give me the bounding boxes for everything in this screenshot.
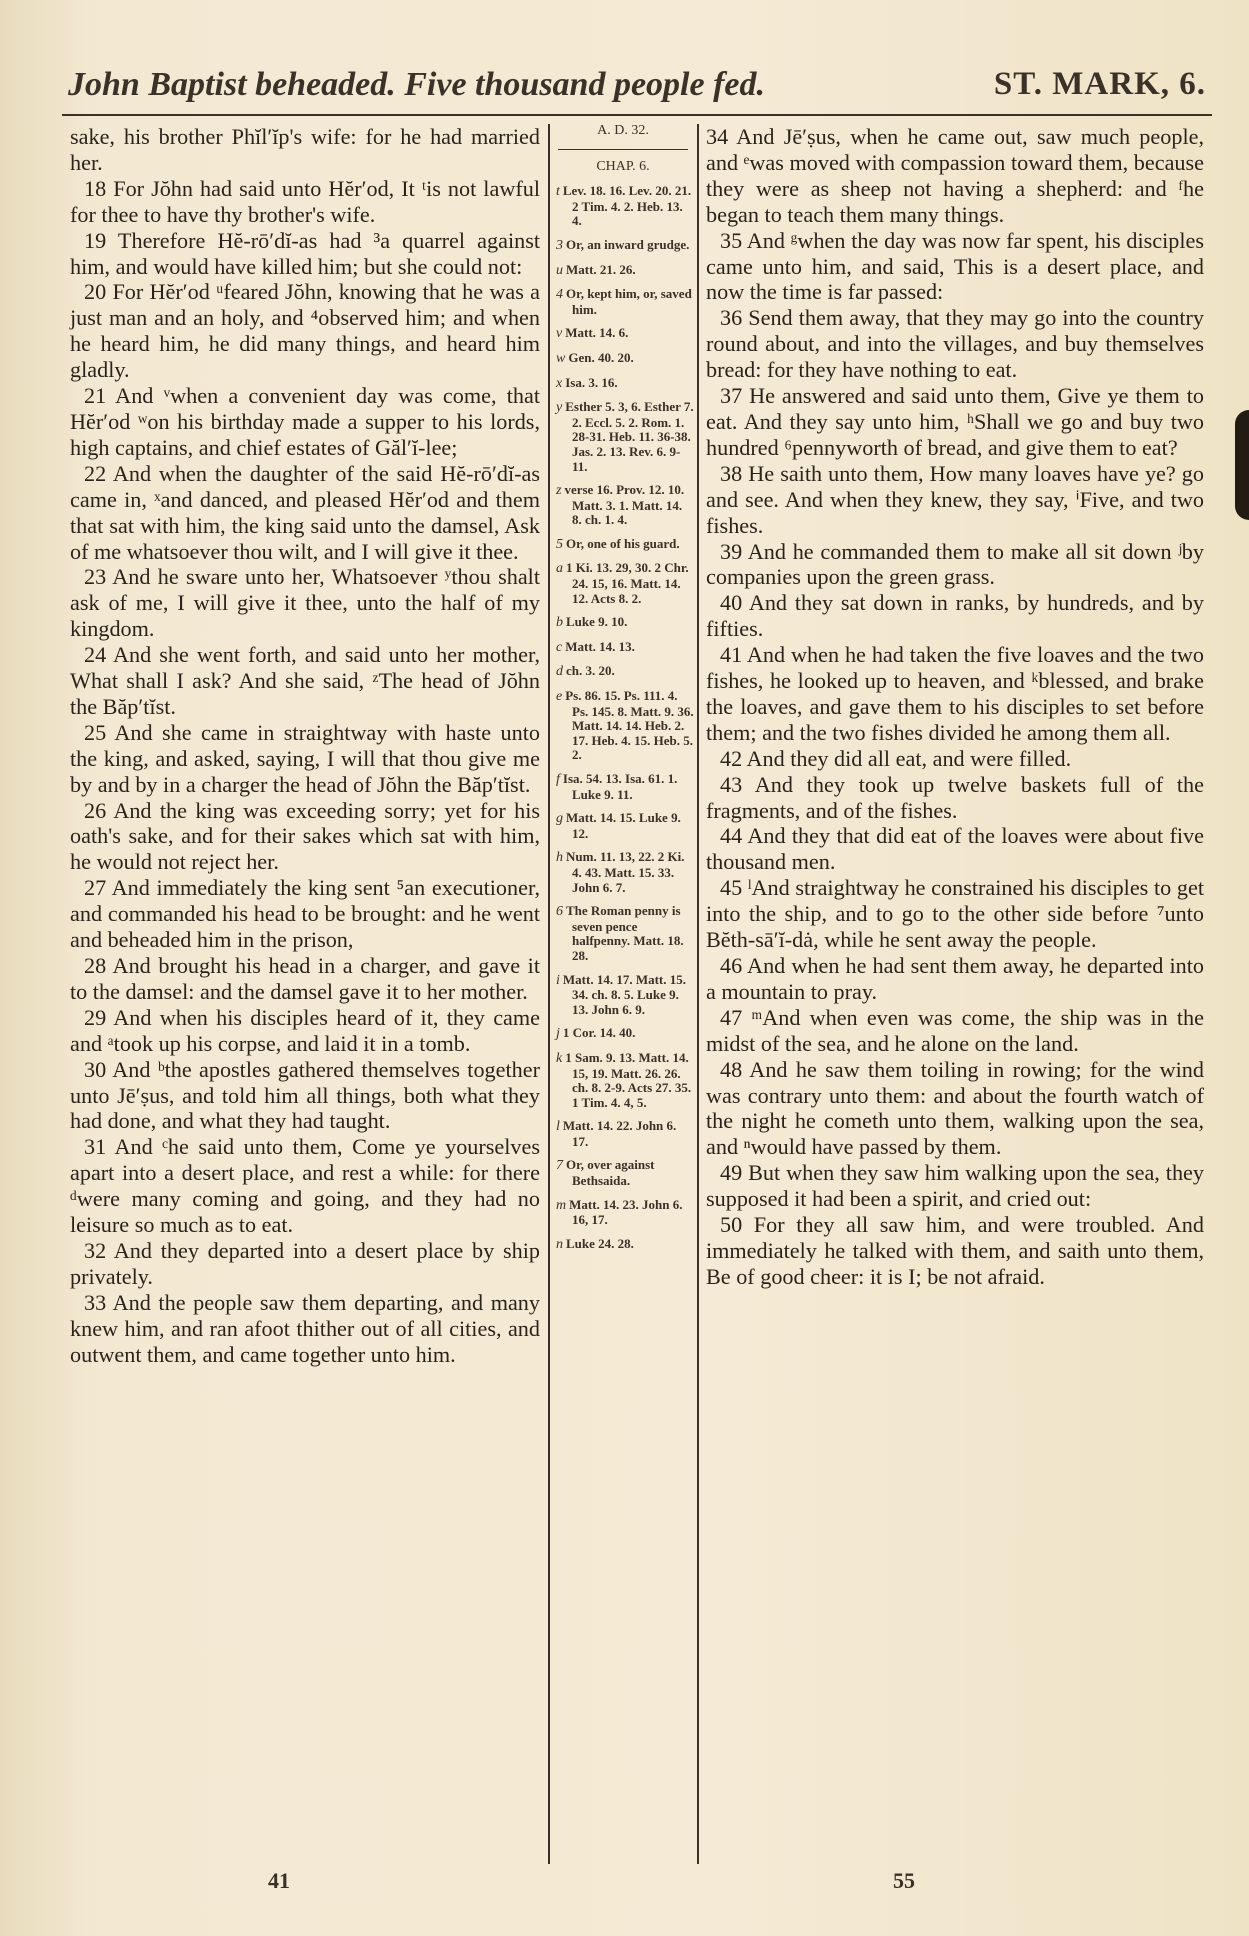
cross-reference (552, 537, 694, 553)
reference-mark: z (556, 483, 562, 499)
reference-text: Matt. 14. 13. (565, 638, 635, 654)
page-number-left: 41 (268, 1868, 290, 1893)
reference-text: Gen. 40. 20. (568, 349, 634, 365)
verse: 31 And ᶜhe said unto them, Come ye yourselves apart into a desert place, and rest a while: for there ᵈwere many coming and going, and they had no leisure so much as to eat. (70, 1134, 540, 1238)
reference-text: Lev. 18. 16. Lev. 20. 21. 2 Tim. 4. 2. Heb. 13. 4. (562, 183, 692, 229)
cross-reference (552, 351, 694, 367)
verse: 37 He answered and said unto them, Give ye them to eat. And they say unto him, ʰShall we go and buy two hundred ⁶pennyworth of bread, and give them to eat? (706, 383, 1204, 460)
verse: 21 And ᵛwhen a convenient day was come, that Hĕr′od ʷon his birthday made a supper to his lords, high captains, and chief estates of Găl′ĭ-lee; (70, 383, 540, 460)
date-label: A. D. 32. (597, 123, 649, 138)
reference-mark: w (556, 350, 566, 366)
reference-text: Matt. 14. 6. (565, 325, 629, 341)
reference-mark: b (556, 615, 563, 631)
verse: 50 For they all saw him, and were troubled. And immediately he talked with them, and saith unto them, Be of good cheer: it is I; be not afraid. (706, 1212, 1204, 1289)
verse: 20 For Hĕr′od ᵘfeared Jŏhn, knowing that he was a just man and an holy, and ⁴observed him; and when he heard him, he did many things, and heard him gladly. (70, 279, 540, 383)
cross-reference (552, 400, 694, 474)
reference-mark: g (556, 811, 563, 827)
reference-mark: n (556, 1236, 563, 1252)
reference-text: Luke 9. 10. (566, 614, 628, 630)
cross-reference (552, 561, 694, 606)
date-rule (558, 149, 688, 150)
cross-reference-column (552, 120, 694, 1261)
verse: 30 And ᵇthe apostles gathered themselves together unto Jē′ṣus, and told him all things, both what they had done, and what they had taught. (70, 1056, 540, 1134)
verse: 35 And ᵍwhen the day was now far spent, his disciples came unto him, and said, This is a desert place, and now the time is far passed: (706, 227, 1204, 305)
reference-text: 1 Ki. 13. 29, 30. 2 Chr. 24. 15, 16. Matt. 14. 12. Acts 8. 2. (566, 560, 689, 606)
reference-mark: 7 (556, 1158, 563, 1174)
reference-mark: a (556, 561, 563, 577)
cross-reference (552, 1158, 694, 1188)
reference-mark: l (556, 1119, 560, 1135)
reference-list (552, 184, 694, 1252)
reference-text: Or, kept him, or, saved him. (566, 286, 692, 317)
verse: 48 And he saw them toiling in rowing; for the wind was contrary unto them: and about the fourth watch of the night he cometh unto them, walking upon the sea, and ⁿwould have passed by them. (706, 1056, 1204, 1160)
cross-reference (552, 1198, 694, 1228)
verse: 22 And when the daughter of the said Hĕ-rō′dĭ-as came in, ˣand danced, and pleased Hĕr′od and them that sat with him, the king said unto the damsel, Ask of me whatsoever thou wilt, and I will give it thee. (70, 460, 540, 564)
cross-reference (552, 1051, 694, 1110)
reference-mark: d (556, 664, 563, 680)
reference-text: Matt. 14. 17. Matt. 15. 34. ch. 8. 5. Luke 9. 13. John 6. 9. (562, 971, 686, 1017)
reference-mark: t (556, 184, 560, 200)
cross-reference (552, 376, 694, 392)
reference-text: Ps. 86. 15. Ps. 111. 4. Ps. 145. 8. Matt. 9. 36. Matt. 14. 14. Heb. 2. 17. Heb. 4. 15. Heb. 5. 2. (565, 688, 694, 763)
verse: 26 And the king was exceeding sorry; yet for his oath's sake, and for their sakes which sat with him, he would not reject her. (70, 797, 540, 875)
verse: 19 Therefore Hĕ-rō′dĭ-as had ³a quarrel against him, and would have killed him; but she could not: (70, 227, 540, 279)
verse: 33 And the people saw them departing, and many knew him, and ran afoot thither out of all cities, and outwent them, and came together unto him. (70, 1289, 540, 1367)
reference-text: Matt. 21. 26. (566, 261, 636, 277)
reference-text: The Roman penny is seven pence halfpenny. Matt. 18. 28. (566, 903, 684, 963)
cross-reference (552, 689, 694, 763)
cross-reference (552, 640, 694, 656)
reference-mark: 6 (556, 904, 563, 920)
reference-mark: k (556, 1050, 563, 1066)
reference-text: Or, an inward grudge. (566, 236, 690, 252)
verse: 46 And when he had sent them away, he departed into a mountain to pray. (706, 953, 1204, 1004)
cross-reference (552, 1119, 694, 1149)
cross-reference (552, 664, 694, 680)
verse: 23 And he sware unto her, Whatsoever ʸthou shalt ask of me, I will give it thee, unto the half of my kingdom. (70, 564, 540, 642)
reference-mark: e (556, 689, 563, 705)
reference-mark: 5 (556, 536, 563, 552)
right-text-column (706, 124, 1204, 1290)
reference-mark: h (556, 850, 563, 866)
verse: 43 And they took up twelve baskets full of the fragments, and of the fishes. (706, 771, 1204, 823)
verse: 34 And Jē′ṣus, when he came out, saw much people, and ᵉwas moved with compassion toward them, because they were as sheep not having a shepherd: and ᶠhe began to teach them many things. (706, 124, 1204, 227)
reference-text: Esther 5. 3, 6. Esther 7. 2. Eccl. 5. 2. Rom. 1. 28-31. Heb. 11. 36-38. Jas. 2. 13. Rev. 6. 9-11. (565, 399, 694, 474)
cross-reference (552, 184, 694, 229)
left-text-column (70, 124, 540, 1368)
reference-mark: v (556, 326, 563, 342)
reference-text: ch. 3. 20. (566, 663, 615, 679)
verse: 39 And he commanded them to make all sit down ʲby companies upon the green grass. (706, 538, 1204, 590)
cross-reference (552, 811, 694, 841)
header-book-chapter: ST. MARK, 6. (993, 66, 1206, 102)
chapter-label: CHAP. 6. (596, 158, 650, 174)
verse: 32 And they departed into a desert place by ship privately. (70, 1237, 540, 1289)
cross-reference (552, 1237, 694, 1253)
verse: 27 And immediately the king sent ⁵an executioner, and commanded his head to be brought: and he went and beheaded him in the prison, (70, 875, 540, 953)
cross-reference (552, 615, 694, 631)
verse: 47 ᵐAnd when even was come, the ship was in the midst of the sea, and he alone on the land. (706, 1004, 1204, 1056)
verse: 42 And they did all eat, and were filled. (720, 745, 1072, 771)
reference-mark: u (556, 262, 563, 278)
verse: 29 And when his disciples heard of it, they came and ᵃtook up his corpse, and laid it in a tomb. (70, 1004, 540, 1056)
cross-reference (552, 326, 694, 342)
reference-mark: x (556, 375, 563, 391)
verse: 38 He saith unto them, How many loaves have ye? go and see. And when they knew, they say, ⁱFive, and two fishes. (706, 460, 1204, 538)
cross-reference (552, 238, 694, 254)
verse: 40 And they sat down in ranks, by hundreds, and by fifties. (706, 590, 1204, 642)
cross-reference (552, 287, 694, 317)
verse: sake, his brother Phĭl′ĭp's wife: for he had married her. (70, 124, 540, 175)
reference-text: Luke 24. 28. (566, 1235, 634, 1251)
running-header (62, 62, 1212, 116)
thumb-index-tab (1235, 410, 1249, 520)
reference-text: Or, over against Bethsaida. (566, 1157, 655, 1189)
cross-reference (552, 1026, 694, 1042)
reference-mark: j (556, 1026, 560, 1042)
cross-reference (552, 263, 694, 279)
page-number-right: 55 (893, 1868, 915, 1893)
reference-text: Matt. 14. 15. Luke 9. 12. (566, 810, 681, 841)
reference-mark: 4 (556, 287, 563, 303)
cross-reference (552, 772, 694, 802)
reference-text: Or, one of his guard. (566, 535, 680, 551)
verse: 44 And they that did eat of the loaves were about five thousand men. (706, 823, 1204, 875)
verse: 41 And when he had taken the five loaves and the two fishes, he looked up to heaven, and ᵏblessed, and brake the loaves, and gave them to his disciples to set before them; and the two fishes divided he among them all. (706, 642, 1204, 745)
verse: 49 But when they saw him walking upon the sea, they supposed it had been a spirit, and cried out: (706, 1160, 1204, 1212)
verse: 18 For Jŏhn had said unto Hĕr′od, It ᵗis not lawful for thee to have thy brother's wife. (70, 175, 540, 227)
cross-reference (552, 850, 694, 895)
reference-text: Num. 11. 13, 22. 2 Ki. 4. 43. Matt. 15. 33. John 6. 7. (566, 849, 685, 895)
reference-mark: f (556, 772, 560, 787)
header-topic: John Baptist beheaded. Five thousand people fed. (68, 66, 765, 103)
reference-text: 1 Sam. 9. 13. Matt. 14. 15, 19. Matt. 26. 26. ch. 8. 2-9. Acts 27. 35. 1 Tim. 4. 4, 5. (565, 1049, 692, 1110)
reference-mark: c (556, 639, 563, 655)
reference-mark: 3 (556, 237, 563, 253)
reference-text: Isa. 3. 16. (565, 374, 618, 390)
cross-reference (552, 904, 694, 963)
reference-text: Matt. 14. 23. John 6. 16, 17. (569, 1196, 683, 1228)
verse: 25 And she came in straightway with haste unto the king, and asked, saying, I will that thou give me by and by in a charger the head of Jŏhn the Băp′tĭst. (70, 719, 540, 797)
reference-text: verse 16. Prov. 12. 10. Matt. 3. 1. Matt. 14. 8. ch. 1. 4. (564, 482, 685, 528)
verse: 28 And brought his head in a charger, and gave it to the damsel: and the damsel gave it to her mother. (70, 953, 540, 1004)
column-divider-right (697, 124, 699, 1864)
reference-text: 1 Cor. 14. 40. (562, 1025, 636, 1041)
cross-reference (552, 973, 694, 1018)
reference-mark: y (556, 400, 563, 416)
column-divider-left (548, 124, 550, 1864)
reference-mark: m (556, 1197, 567, 1213)
reference-mark: i (556, 972, 560, 988)
reference-text: Matt. 14. 22. John 6. 17. (562, 1118, 677, 1149)
verse: 24 And she went forth, and said unto her mother, What shall I ask? And she said, ᶻThe head of Jŏhn the Băp′tĭst. (70, 642, 540, 719)
verse: 36 Send them away, that they may go into the country round about, and into the villages, and buy themselves bread: for they have nothing to eat. (706, 305, 1204, 383)
reference-text: Isa. 54. 13. Isa. 61. 1. Luke 9. 11. (562, 771, 678, 802)
cross-reference (552, 483, 694, 528)
verse: 45 ˡAnd straightway he constrained his disciples to get into the ship, and to go to the other side before ⁷unto Bĕth-sā′ĭ-dȧ, while he sent away the people. (706, 875, 1204, 953)
